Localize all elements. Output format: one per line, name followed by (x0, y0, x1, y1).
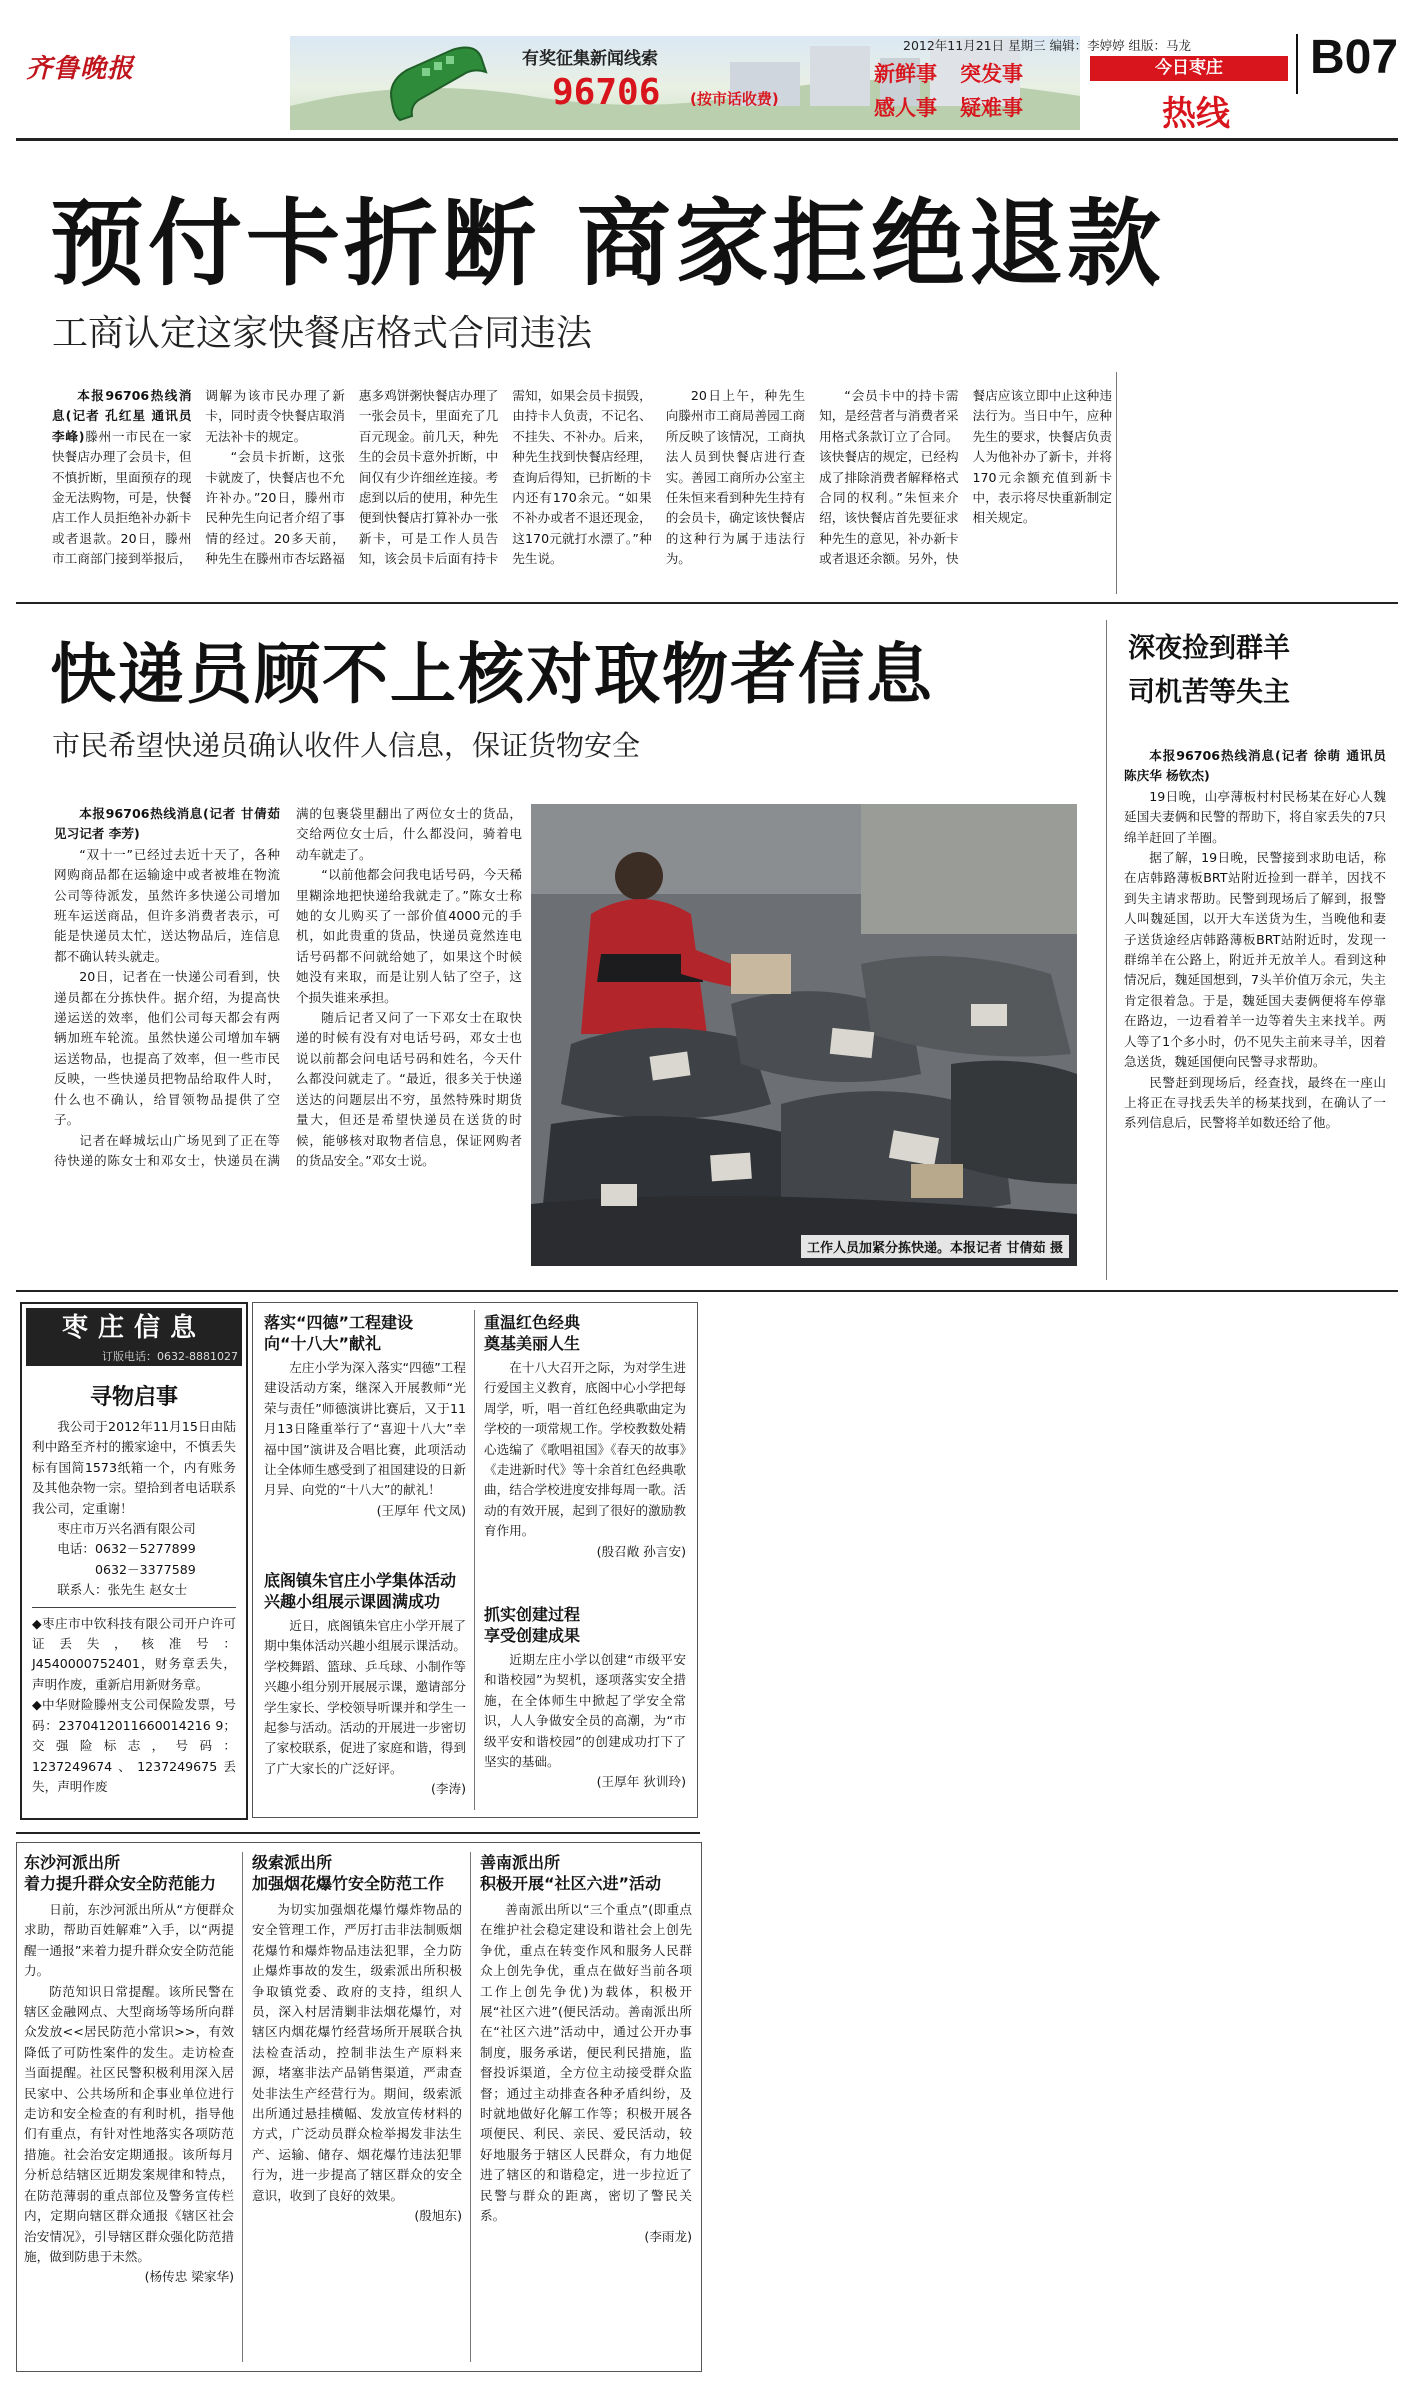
lead-paragraph-2: “会员卡折断，这张卡就废了，快餐店也不允许补办。”20日，滕州市民种先生向记者介绍了事情的经过。20多天前，种先生在滕州市杏坛路福惠多鸡饼粥快餐店办理了一张会员卡，里面充了几百元现金。前几天，种先生的会员卡意外折断，中间仅有少许细丝连接。考虑到以后的使用，种先生便到快餐店打算补办一张新卡，可是工作人员告知，该会员卡后面有持卡需知，如果会员卡损毁，由持卡人负责，不记名、不挂失、不补办。后来，种先生找到快餐店经理，查询后得知，已折断的卡内还有170余元。“如果不补办或者不退还现金，这170元就打水漂了。”种先生说。 (205, 388, 652, 567)
courier-byline (54, 804, 280, 845)
section-name: 热线 (1162, 94, 1230, 134)
courier-paragraph-4: “以前他都会问我电话号码，今天稀里糊涂地把快递给我就走了。”陈女士称她的女儿购买了一部价值4000元的手机，如此贵重的货品，快递员竟然连电话号码都不问就给她了，如果这个时候她没有来取，而是让别人钻了空子，这个损失谁来承担。 (296, 867, 522, 1005)
notice-content (22, 1417, 246, 1797)
lead-headline: 预付卡折断 商家拒绝退款 (50, 190, 1165, 299)
lead-body-continued (1127, 386, 1379, 586)
hotline-note: (按市话收费) (690, 90, 779, 108)
sheep-paragraph-2: 据了解，19日晚，民警接到求助电话，称在店韩路薄板BRT站附近捡到一群羊，因找不到失主请求帮助。民警到现场后了解到，报警人叫魏延国，以开大车送货为生，当晚他和妻子送货途经店韩路薄板BRT站附近时，发现一群绵羊在公路上，附近并无放羊人。看到这种情况后，魏延国想到，7头羊价值万余元，失主肯定很着急。于是，魏延国夫妻俩便将车停靠在路边，一边看着羊一边等着失主来找羊。两人等了1个多小时，仍不见失主前来寻羊，因着急送货，魏延国便向民警寻求帮助。 (1124, 850, 1386, 1070)
courier-body (54, 804, 522, 1272)
notice-company: 枣庄市万兴名酒有限公司 (57, 1521, 196, 1537)
notice-title: 寻物启事 (89, 1385, 178, 1410)
hotline-label: 有奖征集新闻线索 (522, 49, 658, 69)
brief-4 (484, 1604, 686, 1812)
courier-paragraph-2: 20日，记者在一快递公司看到，快递员都在分拣快件。据介绍，为提高快递运送的效率，他们公司每天都会有两辆加班车轮流。虽然快递公司增加车辆运送物品，也提高了效率，但一些市民反映，一些快递员把物品给取件人时，什么也不确认，给冒领物品提供了空子。 (54, 969, 280, 1128)
brief-2 (264, 1570, 466, 1812)
lower-rule (16, 1832, 700, 1834)
masthead (0, 0, 1417, 138)
sheep-left-divider (1106, 620, 1107, 1280)
courier-paragraph-1: “双十一”已经过去近十天了，各种网购商品都在运输途中或者被堆在物流公司等待派发，虽然许多快递公司增加班车运送商品，但许多消费者表示，可能是快递员太忙，送达物品后，连信息都不确认转头就走。 (54, 846, 280, 964)
police-3 (480, 1852, 692, 2364)
police-2-signature: (殷旭东) (414, 2208, 462, 2224)
brief-1-body: 左庄小学为深入落实“四德”工程建设活动方案，继深入开展教师“光荣与责任”师德演讲比赛后，又于11月13日隆重举行了“喜迎十八大”幸福中国”演讲及合唱比赛，此项活动让全体师生感受到了祖国建设的日新月异、向党的“十八大”的献礼！ (264, 1360, 466, 1498)
brief-3 (484, 1312, 686, 1600)
notice-phone-2: 0632－3377589 (95, 1561, 196, 1577)
brief-3-body: 在十八大召开之际，为对学生进行爱国主义教育，底阁中心小学把每周学，听，唱一首红色经典歌曲定为学校的一项常规工作。学校教数处精心选编了《歌唱祖国》《春天的故事》《走进新时代》等十余首红色经典歌曲，结合学校进度安排每周一歌。活动的有效开展，起到了很好的激励教育作用。 (484, 1360, 686, 1539)
slogan-4: 疑难事 (960, 96, 1023, 120)
info-box-title: 枣庄信息 (26, 1308, 242, 1348)
police-3-paragraph-1: 善南派出所以“三个重点”(即重点在维护社会稳定建设和谐社会上创先争优，重点在转变作风和服务人民群众上创先争优，重点在做好当前各项工作上创先争优)为载体，积极开展“社区六进”(便民活动。善南派出所在“社区六进”活动中，通过公开办事制度，服务承诺，便民利民措施，监督投诉渠道，全方位主动接受群众监督；通过主动排查各种矛盾纠纷，及时就地做好化解工作等；积极开展各项便民、利民、亲民、爱民活动，较好地服务于辖区人民群众，有力地促进了辖区的和谐稳定，进一步拉近了民警与群众的距离，密切了警民关系。 (480, 1902, 692, 2224)
brief-1 (264, 1312, 466, 1562)
notice-contact: 联系人：张先生 赵女士 (57, 1582, 188, 1598)
brief-1-signature: (王厚年 代文凤) (376, 1502, 466, 1518)
lead-body (52, 386, 1112, 586)
brief-1-headline-2: 向“十八大”献礼 (264, 1334, 382, 1353)
police-1-paragraph-2: 防范知识日常提醒。该所民警在辖区金融网点、大型商场等场所向群众发放<<居民防范小常识>>，有效降低了可防性案件的发生。走访检查当面提醒。社区民警积极利用深入居民家中、公共场所和企事业单位进行走访和安全检查的有利时机，指导他们有重点，有针对性地落实各项防范措施。社会治安定期通报。该所每月分析总结辖区近期发案规律和特点，在防范薄弱的重点部位及警务宣传栏内，定期向辖区群众通报《辖区社会治安情况》，引导辖区群众强化防范措施，做到防患于未然。 (24, 1983, 234, 2264)
lead-paragraph-1: 滕州一市民在一家快餐店办理了会员卡，但不慎折断，里面预存的现金无法购物，可是，快餐店工作人员拒绝补办新卡或者退款。20日，滕州市工商部门接到举报后，调解为该市民办理了新卡，同时责令快餐店取消无法补卡的规定。 (52, 388, 345, 567)
police-1-station: 东沙河派出所 (24, 1853, 121, 1872)
newspaper-logo: 齐鲁晚报 (26, 54, 135, 84)
police-1 (24, 1852, 234, 2364)
police-2-station: 级索派出所 (252, 1853, 333, 1872)
sheep-paragraph-1: 19日晚，山亭薄板村村民杨某在好心人魏延国夫妻俩和民警的帮助下，将自家丢失的7只绵羊赶回了羊圈。 (1124, 788, 1386, 845)
sheep-byline (1124, 746, 1386, 787)
police-3-signature: (李雨龙) (644, 2228, 692, 2244)
section-tag: 今日枣庄 (1090, 56, 1288, 81)
police-divider-2 (470, 1852, 471, 2362)
courier-paragraph-3: 记者在峄城坛山广场见到了正在等待快递的陈女士和邓女士，快递员在满满的包裹袋里翻出了两位女士的货品，交给两位女士后，什么都没问，骑着电动车就走了。 (54, 806, 522, 1168)
sheep-headline-1: 深夜捡到群羊 (1128, 633, 1290, 664)
slogan-1: 新鲜事 (874, 62, 937, 86)
telephone-icon (382, 42, 492, 126)
date-editor-line: 2012年11月21日 星期三 编辑：李婷婷 组版：马龙 (903, 38, 1192, 53)
middle-rule (16, 1290, 1398, 1292)
slogan-3: 感人事 (874, 96, 937, 120)
brief-4-body: 近期左庄小学以创建“市级平安和谐校园”为契机，逐项落实安全措施，在全体师生中掀起了学安全常识，人人争做安全员的高潮，为“市级平安和谐校园”的创建成功打下了坚实的基础。 (484, 1652, 686, 1770)
briefs-column-divider (474, 1310, 475, 1810)
parcel-sorting-photo (531, 804, 1077, 1266)
police-3-headline: 积极开展“社区六进”活动 (480, 1874, 662, 1893)
police-1-signature: (杨传忠 梁家华) (144, 2269, 234, 2285)
notice-body: 我公司于2012年11月15日由陆利中路至齐村的搬家途中，不慎丢失标有国简1573纸箱一个，内有账务及其他杂物一宗。望拾到者电话联系我公司，定重谢！ (32, 1419, 236, 1516)
notice-divider (32, 1607, 236, 1608)
photo-caption: 工作人员加紧分拣快递。本报记者 甘倩茹 摄 (801, 1235, 1069, 1258)
police-1-paragraph-1: 日前，东沙河派出所从“方便群众求助，帮助百姓解难”入手，以“两提醒一通报”来着力提升群众安全防范能力。 (24, 1902, 234, 1979)
police-3-station: 善南派出所 (480, 1853, 561, 1872)
police-2-headline: 加强烟花爆竹安全防范工作 (252, 1874, 445, 1893)
police-divider-1 (242, 1852, 243, 2362)
info-box-hotline: 订版电话：0632-8881027 (26, 1348, 242, 1366)
courier-byline-text: 本报96706热线消息(记者 甘倩茹 见习记者 李芳) (54, 806, 280, 842)
courier-paragraph-5: 随后记者又问了一下邓女士在取快递的时候有没有对电话号码，邓女士也说以前都会问电话号码和姓名，今天什么都没问就走了。“最近，很多关于快递送达的问题层出不穷，虽然特殊时期货量大，但还是希望快递员在送货的时候，能够核对取物者信息，保证网购者的货品安全。”邓女士说。 (296, 1010, 522, 1168)
brief-4-headline-1: 抓实创建过程 (484, 1605, 581, 1624)
courier-headline: 快递员顾不上核对取物者信息 (50, 636, 934, 713)
brief-4-headline-2: 享受创建成果 (484, 1626, 581, 1645)
lead-byline-text: 本报96706热线消息(记者 孔红星 通讯员 李峰) (52, 388, 192, 444)
hotline-number: 96706 (552, 72, 661, 113)
sheep-body (1124, 746, 1386, 1266)
page-number-divider (1296, 34, 1298, 94)
brief-2-headline-1: 底阁镇朱官庄小学集体活动 (264, 1571, 457, 1590)
police-1-headline: 着力提升群众安全防范能力 (24, 1874, 217, 1893)
police-2-paragraph-1: 为切实加强烟花爆竹爆炸物品的安全管理工作，严厉打击非法制贩烟花爆竹和爆炸物品违法犯罪，全力防止爆炸事故的发生，级索派出所积极争取镇党委、政府的支持，组织人员，深入村居清剿非法烟花爆竹，对辖区内烟花爆竹经营场所开展联合执法检查活动，控制非法生产原料来源，堵塞非法产品销售渠道，严肃查处非法生产经营行为。期间，级索派出所通过悬挂横幅、发放宣传材料的方式，广泛动员群众检举揭发非法生产、运输、储存、烟花爆竹违法犯罪行为，进一步提高了辖区群众的安全意识，收到了良好的效果。 (252, 1902, 462, 2203)
brief-3-headline-2: 奠基美丽人生 (484, 1334, 581, 1353)
courier-subheadline: 市民希望快递员确认收件人信息，保证货物安全 (52, 729, 641, 762)
page-number: B07 (1310, 31, 1399, 84)
brief-3-signature: (殷召敞 孙言安) (596, 1543, 686, 1559)
lead-paragraph-3: 20日上午，种先生向滕州市工商局善园工商所反映了该情况，工商执法人员到快餐店进行查实。善园工商所办公室主任朱恒来看到种先生持有的会员卡，确定该快餐店的这种行为属于违法行为。 (665, 388, 806, 567)
brief-3-headline-1: 重温红色经典 (484, 1313, 581, 1332)
brief-4-signature: (王厚年 狄训玲) (596, 1774, 686, 1790)
notice-phone-1: 电话：0632－5277899 (57, 1541, 196, 1557)
notice-item-2: ◆中华财险滕州支公司保险发票，号码：2370412011660014216 9；交强险标志，号码：1237249674、1237249675丢失，声明作废 (32, 1697, 236, 1794)
lead-bottom-rule (16, 602, 1398, 604)
sheep-paragraph-3: 民警赶到现场后，经查找，最终在一座山上将正在寻找丢失羊的杨某找到，在确认了一系列信息后，民警将羊如数还给了他。 (1124, 1074, 1386, 1131)
info-box (20, 1302, 248, 1820)
notice-item-1: ◆枣庄市中钦科技有限公司开户许可证丢失，核准号：J4540000752401，财务章丢失，声明作废，重新启用新财务章。 (32, 1615, 236, 1692)
sheep-byline-text: 本报96706热线消息(记者 徐萌 通讯员 陈庆华 杨钦杰) (1124, 748, 1386, 784)
police-2 (252, 1852, 462, 2364)
brief-2-headline-2: 兴趣小组展示课圆满成功 (264, 1592, 441, 1611)
lead-paragraph-4: “会员卡中的持卡需知，是经营者与消费者采用格式条款订立了合同。该快餐店的规定，已经构成了排除消费者解释格式合同的权利。”朱恒来介绍，该快餐店首先要征求种先生的意见，补办新卡或者退还余额。另外，快餐店应该立即中止这种违法行为。当日中午，应种先生的要求，快餐店负责人为他补办了新卡，并将170元余额充值到新卡中，表示将尽快重新制定相关规定。 (819, 388, 1112, 567)
lead-subheadline: 工商认定这家快餐店格式合同违法 (52, 313, 593, 354)
lead-right-divider (1116, 372, 1117, 594)
sheep-headline-2: 司机苦等失主 (1128, 677, 1290, 708)
brief-2-body: 近日，底阁镇朱官庄小学开展了期中集体活动兴趣小组展示课活动。学校舞蹈、篮球、乒乓球、小制作等兴趣小组分别开展展示课，邀请部分学生家长、学校领导听课并和学生一起参与活动。活动的开展进一步密切了家校联系，促进了家庭和谐，得到了广大家长的广泛好评。 (264, 1618, 466, 1776)
top-rule (16, 138, 1398, 141)
brief-2-signature: (李涛) (430, 1781, 466, 1797)
courier-photo (531, 804, 1077, 1266)
slogan-2: 突发事 (960, 62, 1023, 86)
brief-1-headline-1: 落实“四德”工程建设 (264, 1313, 414, 1332)
